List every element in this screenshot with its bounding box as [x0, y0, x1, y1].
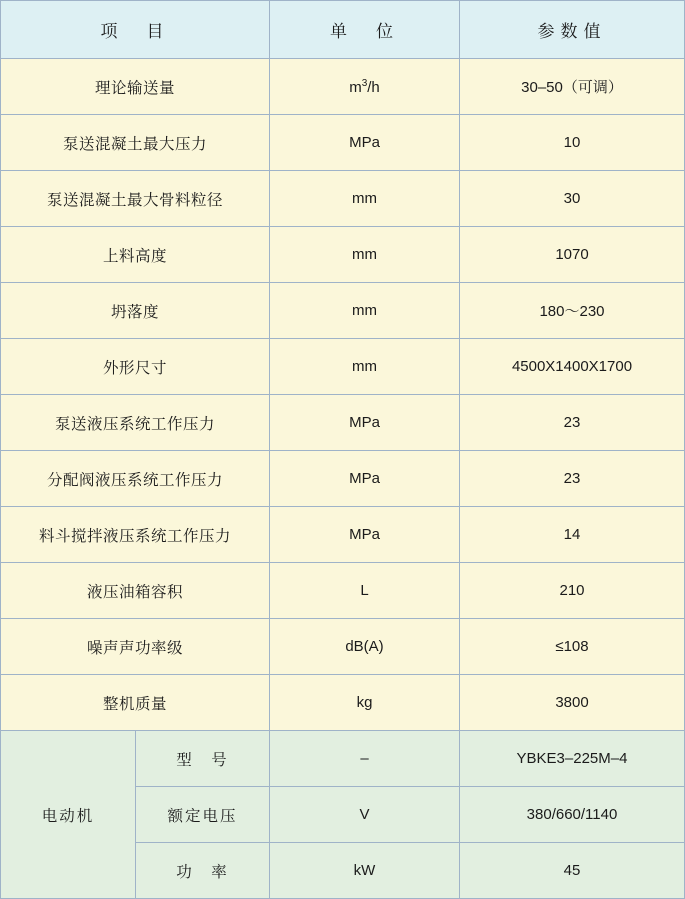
- table-row: [1, 563, 685, 619]
- row-item-label: 理论输送量: [94, 79, 175, 97]
- motor-value: YBKE3–225M–4: [460, 731, 685, 787]
- motor-sub-label: 功 率: [136, 843, 270, 899]
- row-value: 23: [460, 451, 685, 507]
- row-unit: MPa: [270, 451, 460, 507]
- row-item: 分配阀液压系统工作压力: [1, 451, 270, 507]
- row-value: 30–50（可调）: [460, 59, 685, 115]
- row-value: ≤108: [460, 619, 685, 675]
- table-row: [1, 451, 685, 507]
- row-unit: dB(A): [270, 619, 460, 675]
- table-row: [1, 339, 685, 395]
- row-value: 14: [460, 507, 685, 563]
- motor-sub-label: 额定电压: [136, 787, 270, 843]
- motor-unit: –: [270, 731, 460, 787]
- row-value: 3800: [460, 675, 685, 731]
- header-unit: 单 位: [270, 1, 460, 59]
- motor-unit: V: [270, 787, 460, 843]
- row-item: 料斗搅拌液压系统工作压力: [1, 507, 270, 563]
- table-row: [1, 227, 685, 283]
- row-item: 坍落度: [1, 283, 270, 339]
- row-unit: mm: [270, 339, 460, 395]
- table-header: [1, 1, 685, 59]
- row-unit: mm: [270, 227, 460, 283]
- motor-value: 380/660/1140: [460, 787, 685, 843]
- table-row: [1, 675, 685, 731]
- table-row: [1, 395, 685, 451]
- row-unit: L: [270, 563, 460, 619]
- row-value: 4500X1400X1700: [460, 339, 685, 395]
- row-value: 10: [460, 115, 685, 171]
- row-unit: MPa: [270, 395, 460, 451]
- row-unit: $m^3/h$: [270, 59, 460, 115]
- motor-row: [1, 731, 685, 787]
- row-unit: mm: [270, 283, 460, 339]
- row-item: 上料高度: [1, 227, 270, 283]
- row-unit: MPa: [270, 507, 460, 563]
- row-item: 液压油箱容积: [1, 563, 270, 619]
- header-row: [1, 1, 685, 59]
- table-row: [1, 115, 685, 171]
- row-value: 180～230: [460, 283, 685, 339]
- motor-unit: kW: [270, 843, 460, 899]
- row-item: [1, 59, 270, 115]
- row-item: 泵送混凝土最大骨料粒径: [1, 171, 270, 227]
- table-row: [1, 507, 685, 563]
- table-body: [1, 59, 685, 899]
- table-row: [1, 619, 685, 675]
- row-value: 23: [460, 395, 685, 451]
- row-value: 30: [460, 171, 685, 227]
- row-item: 噪声声功率级: [1, 619, 270, 675]
- motor-group-label: 电动机: [1, 731, 136, 899]
- table-row: [1, 171, 685, 227]
- row-item: 泵送液压系统工作压力: [1, 395, 270, 451]
- header-value: 参数值: [460, 1, 685, 59]
- row-value: 210: [460, 563, 685, 619]
- motor-value: 45: [460, 843, 685, 899]
- table-row: [1, 59, 685, 115]
- row-item: 泵送混凝土最大压力: [1, 115, 270, 171]
- motor-sub-label: 型 号: [136, 731, 270, 787]
- row-item: 整机质量: [1, 675, 270, 731]
- row-unit: MPa: [270, 115, 460, 171]
- unit-exponent: 3: [361, 77, 368, 89]
- row-item: 外形尺寸: [1, 339, 270, 395]
- row-unit: mm: [270, 171, 460, 227]
- row-unit: kg: [270, 675, 460, 731]
- row-value: 1070: [460, 227, 685, 283]
- header-item: 项 目: [1, 1, 270, 59]
- table-row: [1, 283, 685, 339]
